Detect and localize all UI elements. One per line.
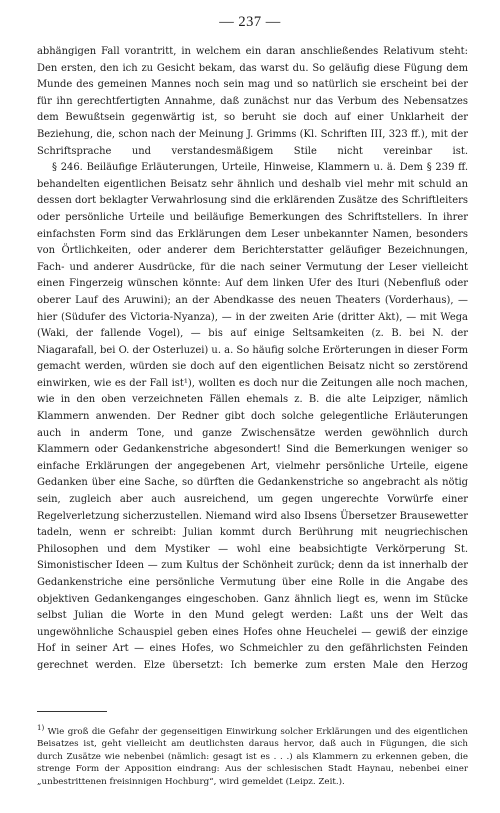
paragraph-section-246: § 246. Beiläufige Erläuterungen, Urteile, Hinweise, Klammern u. ä. Dem § 239 ff. behandelten eigentlichen Beisatz sehr ähnlich und deshalb viel mehr mit schuld an dessen dort beklagter Verwahrlosung sind die erklärenden Zusätze des Schriftleiters oder persönliche Urteile und beiläufige Bemerkungen des Schriftstellers. In ihrer einfachsten Form sind das Erklärungen dem Leser unbekannter Namen, besonders von Örtlichkeiten, oder anderer dem Berichterstatter geläufiger Bezeichnungen, Fach- und anderer Ausdrücke, für die nach seiner Vermutung der Leser vielleicht einen Fingerzeig wünschen könnte: Auf dem linken Ufer des Ituri (Nebenfluß oder oberer Lauf des Aruwini); an der Abendkasse des neuen Theaters (Vorderhaus), — hier (Südufer des Victoria-Nyanza), — in der zweiten Arie (dritter Akt), — mit Wega (Waki, der fallende Vogel), — bis auf einige Seltsamkeiten (z. B. bei N. der Niagarafall, bei O. der Osterluzei) u. a. So häufig solche Erörterungen in dieser Form gemacht werden, würden sie doch auf den eigentlichen Beisatz nicht so zerstörend einwirken, wie es der Fall ist¹), wollten es doch nur die Zeitungen alle noch machen, wie in den oben verzeichneten Fällen ehemals z. B. die alte Leipziger, nämlich Klammern anwenden. Der Redner gibt doch solche gelegentliche Erläuterungen auch in anderm Tone, und ganze Zwischensätze werden gewöhnlich durch Klammern oder Gedankenstriche abgesondert! Sind die Bemerkungen weniger so einfache Erklärungen der angegebenen Art, vielmehr persönliche Urteile, eigene Gedanken über eine Sache, so dürften die Gedankenstriche so angebracht als nötig sein, zugleich aber auch ausreichend, um gegen ungerechte Vorwürfe einer Regelverletzung sicherzustellen. Niemand wird also Ibsens Übersetzer Brausewetter tadeln, wenn er schreibt: Julian kommt durch Berührung mit neugriechischen Philosophen und dem Mystiker — wohl eine beabsichtigte Verkörperung St. Simonistischer Ideen — zum Kultus der Schönheit zurück; denn da ist innerhalb der Gedankenstriche eine persönliche Vermutung über eine Rolle in die Angabe des objektiven Gedankenganges eingeschoben. Ganz ähnlich liegt es, wenn im Stücke selbst Julian die Worte in den Mund gelegt werden: Laßt uns der Welt das ungewöhnliche Schauspiel geben eines Hofes ohne Heuchelei — gewiß der einzige Hof in seiner Art — eines Hofes, wo Schmeichler zu den gefährlichsten Feinden gerechnet werden. Elze übersetzt: Ich bemerke zum ersten Male den Herzog [37,162,468,671]
body-text [37,44,468,675]
page-number: — 237 — [219,14,281,30]
paragraph-continuation: abhängigen Fall vorantritt, in welchem ein daran anschließendes Relativum steht: Den ersten, den ich zu Gesicht bekam, das warst du. So geläufig diese Fügung dem Munde des gemeinen Mannes noch sein mag und so natürlich sie erscheint bei der für ihn gerechtfertigten Annahme, daß zunächst nur das Verbum des Nebensatzes dem Bewußtsein gegenwärtig ist, so beruht sie doch auf einer Unklarheit der Beziehung, die, schon nach der Meinung J. Grimms (Kl. Schriften III, 323 ff.), mit der Schriftsprache und verstandesmäßigem Stile nicht vereinbar ist. [37,46,468,157]
footnote-text: Wie groß die Gefahr der gegenseitigen Einwirkung solcher Erklärungen und des eigentlichen Beisatzes ist, geht vielleicht am deutlichsten daraus hervor, daß auch in Fügungen, die sich durch Zusätze wie nebenbei (nämlich: gesagt ist es . . .) als Klammern zu erkennen geben, die strenge Form der Apposition eindrang: Aus der schlesischen Stadt Haynau, nebenbei einer „unbestrittenen freisinnigen Hochburg“, wird gemeldet (Leipz. Zeit.). [37,726,468,787]
footnote-divider [37,711,107,712]
footnote [37,722,468,788]
footnote-marker: 1) [37,724,45,732]
